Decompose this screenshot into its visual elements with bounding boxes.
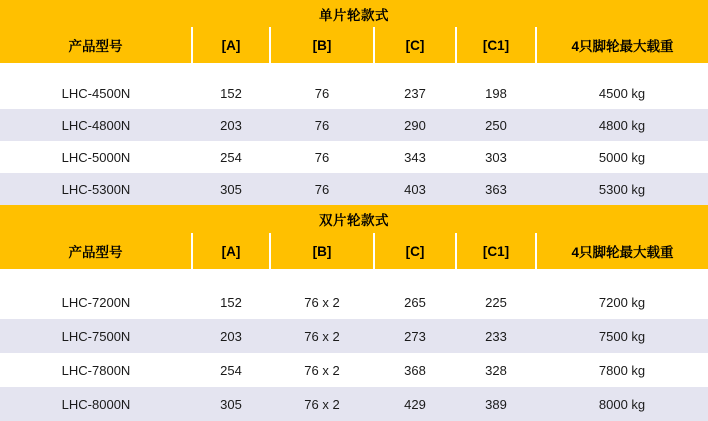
- cell-a: 254: [192, 353, 270, 387]
- section-title: 双片轮款式: [0, 205, 708, 233]
- cell-model: LHC-4800N: [0, 109, 192, 141]
- cell-c: 343: [374, 141, 456, 173]
- spacer-row: [0, 63, 708, 77]
- cell-a: 203: [192, 109, 270, 141]
- cell-a: 203: [192, 319, 270, 353]
- column-header-a: [A]: [192, 27, 270, 63]
- table-row: [0, 319, 708, 353]
- cell-b: 76 x 2: [270, 285, 374, 319]
- table-row: [0, 141, 708, 173]
- table-row: [0, 77, 708, 109]
- cell-load: 4800 kg: [536, 109, 708, 141]
- section-title: 单片轮款式: [0, 0, 708, 27]
- cell-c: 290: [374, 109, 456, 141]
- cell-c1: 198: [456, 77, 536, 109]
- cell-a: 152: [192, 77, 270, 109]
- cell-model: LHC-5300N: [0, 173, 192, 205]
- cell-model: LHC-7800N: [0, 353, 192, 387]
- table-row: [0, 109, 708, 141]
- cell-a: 305: [192, 173, 270, 205]
- cell-load: 7800 kg: [536, 353, 708, 387]
- cell-a: 305: [192, 387, 270, 421]
- cell-b: 76: [270, 109, 374, 141]
- cell-b: 76: [270, 173, 374, 205]
- cell-c: 273: [374, 319, 456, 353]
- column-header-model: 产品型号: [0, 27, 192, 63]
- cell-b: 76 x 2: [270, 319, 374, 353]
- section-title-row: [0, 0, 708, 27]
- cell-a: 254: [192, 141, 270, 173]
- column-header-a: [A]: [192, 233, 270, 269]
- cell-model: LHC-4500N: [0, 77, 192, 109]
- cell-c1: 250: [456, 109, 536, 141]
- section-title-row: [0, 205, 708, 233]
- column-header-model: 产品型号: [0, 233, 192, 269]
- spacer-cell: [0, 269, 708, 285]
- cell-c1: 328: [456, 353, 536, 387]
- cell-c1: 233: [456, 319, 536, 353]
- cell-b: 76 x 2: [270, 387, 374, 421]
- spacer-cell: [0, 63, 708, 77]
- cell-c1: 303: [456, 141, 536, 173]
- column-header-b: [B]: [270, 233, 374, 269]
- cell-load: 4500 kg: [536, 77, 708, 109]
- column-header-row: [0, 233, 708, 269]
- cell-load: 5300 kg: [536, 173, 708, 205]
- column-header-row: [0, 27, 708, 63]
- cell-b: 76: [270, 77, 374, 109]
- cell-model: LHC-7200N: [0, 285, 192, 319]
- column-header-load: 4只脚轮最大载重: [536, 233, 708, 269]
- table-row: [0, 353, 708, 387]
- cell-c1: 363: [456, 173, 536, 205]
- cell-c: 265: [374, 285, 456, 319]
- cell-c: 403: [374, 173, 456, 205]
- cell-load: 7500 kg: [536, 319, 708, 353]
- column-header-c1: [C1]: [456, 27, 536, 63]
- cell-c: 237: [374, 77, 456, 109]
- column-header-c1: [C1]: [456, 233, 536, 269]
- table-row: [0, 285, 708, 319]
- cell-b: 76: [270, 141, 374, 173]
- cell-a: 152: [192, 285, 270, 319]
- spacer-row: [0, 269, 708, 285]
- cell-c: 368: [374, 353, 456, 387]
- cell-c: 429: [374, 387, 456, 421]
- column-header-c: [C]: [374, 233, 456, 269]
- column-header-b: [B]: [270, 27, 374, 63]
- table-row: [0, 173, 708, 205]
- cell-c1: 389: [456, 387, 536, 421]
- cell-b: 76 x 2: [270, 353, 374, 387]
- cell-model: LHC-7500N: [0, 319, 192, 353]
- column-header-load: 4只脚轮最大载重: [536, 27, 708, 63]
- cell-model: LHC-5000N: [0, 141, 192, 173]
- table-row: [0, 387, 708, 421]
- cell-load: 7200 kg: [536, 285, 708, 319]
- column-header-c: [C]: [374, 27, 456, 63]
- cell-c1: 225: [456, 285, 536, 319]
- cell-load: 8000 kg: [536, 387, 708, 421]
- cell-model: LHC-8000N: [0, 387, 192, 421]
- cell-load: 5000 kg: [536, 141, 708, 173]
